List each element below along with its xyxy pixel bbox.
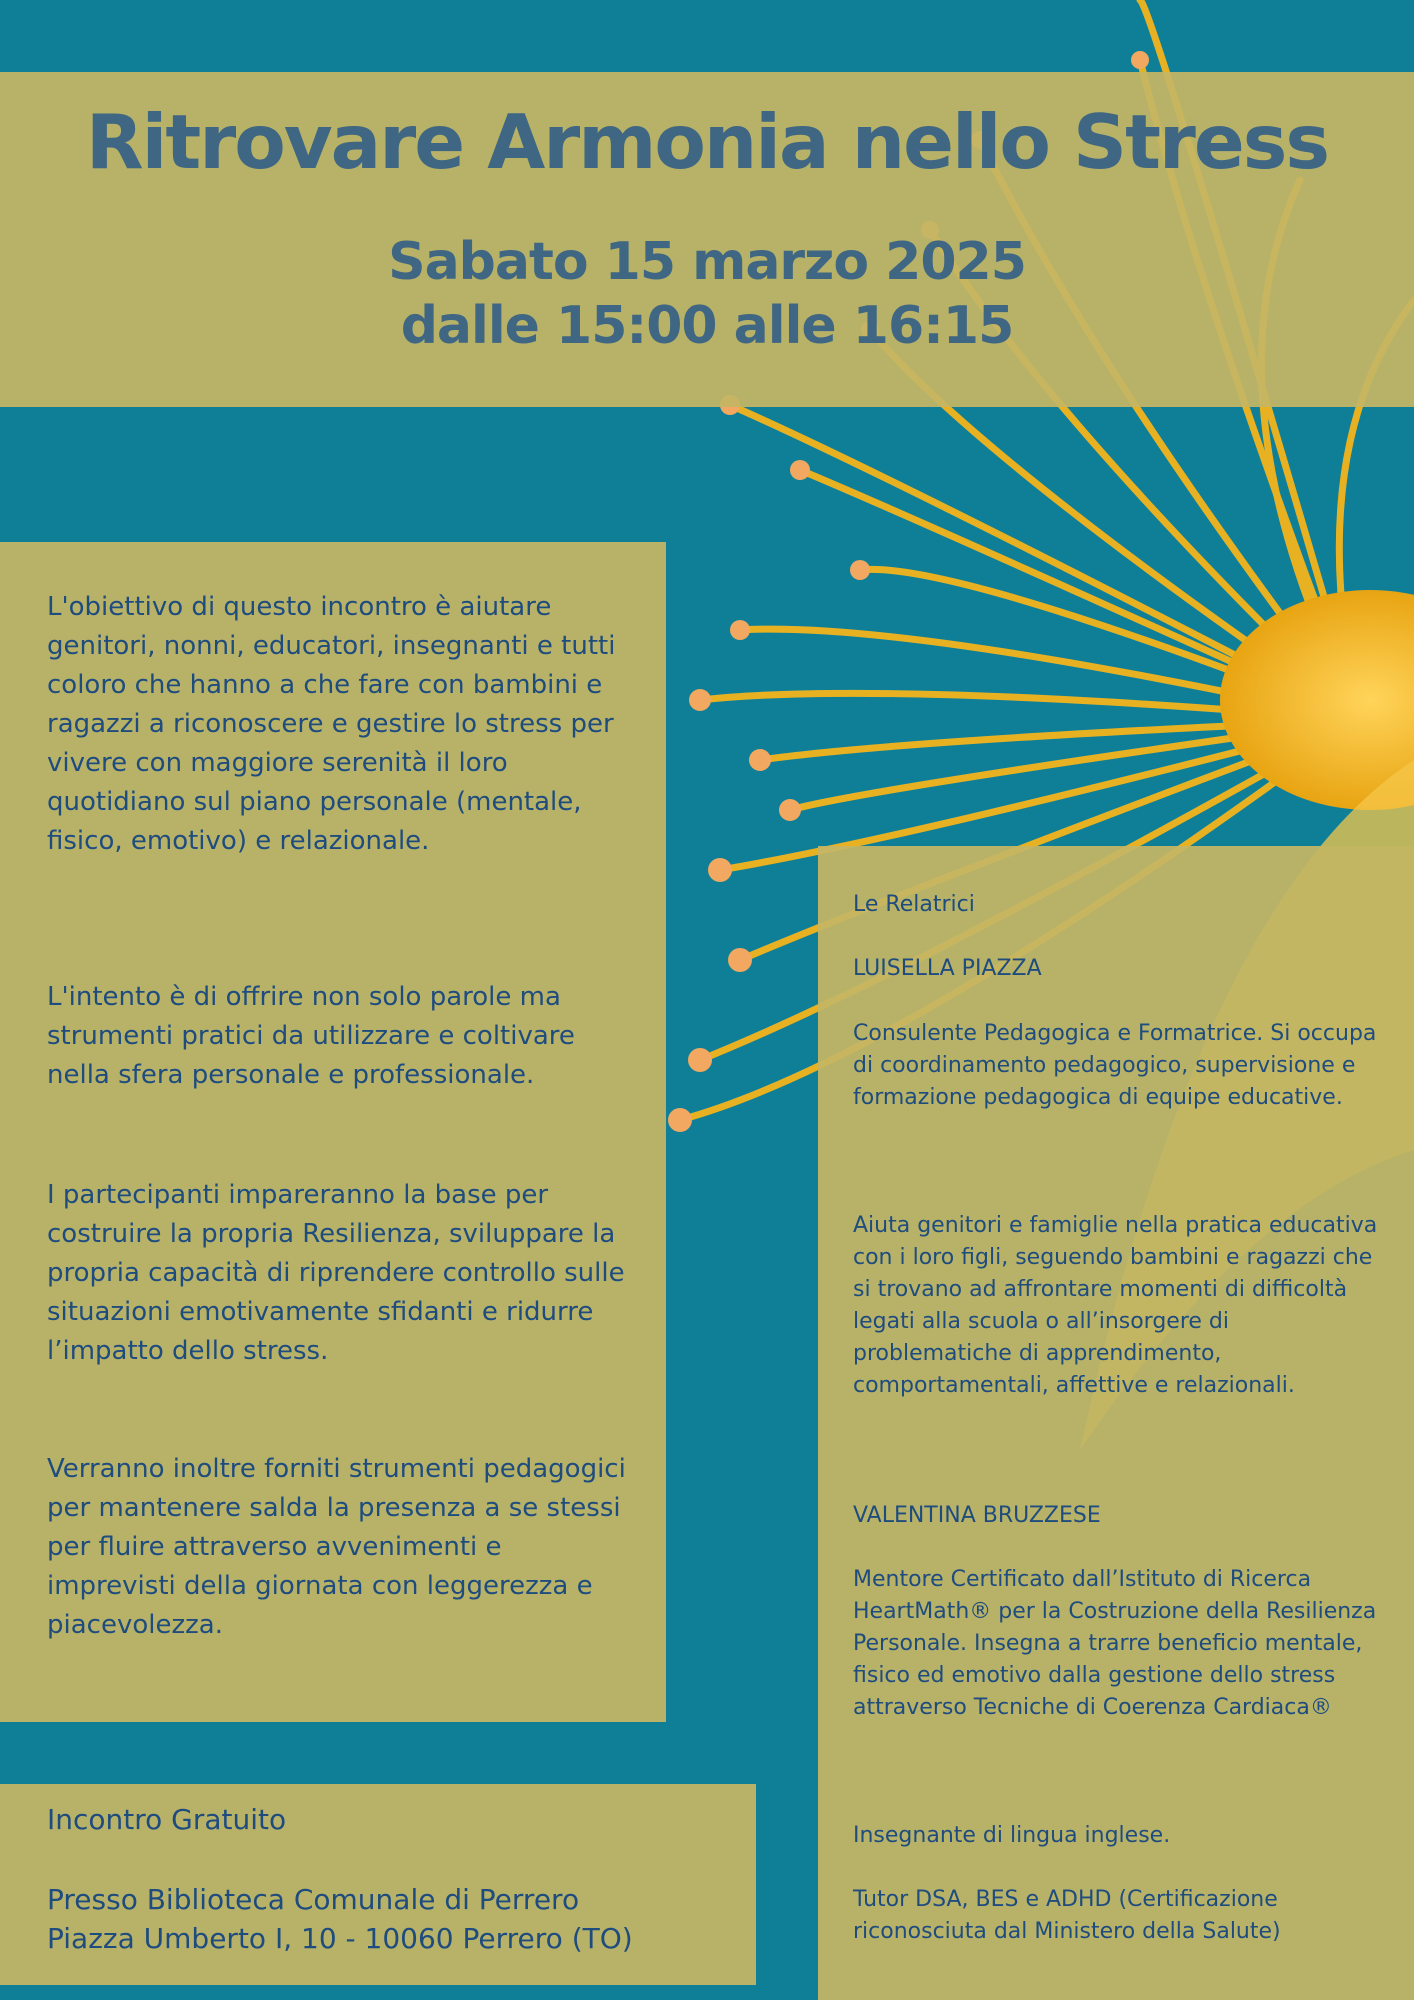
speaker-1-name: LUISELLA PIAZZA — [853, 956, 1042, 981]
description-paragraph-2: L'intento è di offrire non solo parole ma strumenti pratici da utilizzare e coltivare nella sfera personale e professionale. — [47, 982, 575, 1090]
description-paragraph-3: I partecipanti impareranno la base per costruire la propria Resilienza, sviluppare la propria capacità di riprendere controllo sulle situazioni emotivamente sfidanti e ridurre l’impatto dello stress. — [47, 1180, 625, 1366]
event-date: Sabato 15 marzo 2025 — [388, 232, 1026, 292]
event-price: Incontro Gratuito — [47, 1803, 287, 1836]
venue-address: Piazza Umberto I, 10 - 10060 Perrero (TO) — [47, 1922, 633, 1955]
speakers-heading: Le Relatrici — [853, 892, 975, 917]
speaker-1-bio-2: Aiuta genitori e famiglie nella pratica educativa con i loro figli, seguendo bambini e ragazzi che si trovano ad affrontare momenti di difficoltà legati alla scuola o all’insorgere di problematiche di apprendimento, comportamentali, affettive e relazionali. — [853, 1213, 1378, 1398]
venue-name: Presso Biblioteca Comunale di Perrero — [47, 1883, 580, 1916]
speaker-2-name: VALENTINA BRUZZESE — [853, 1503, 1101, 1528]
speaker-2-bio-2: Insegnante di lingua inglese. — [853, 1823, 1171, 1848]
event-title: Ritrovare Armonia nello Stress — [85, 98, 1329, 186]
event-time: dalle 15:00 alle 16:15 — [400, 296, 1014, 356]
speaker-2-bio-3: Tutor DSA, BES e ADHD (Certificazione riconosciuta dal Ministero della Salute) — [853, 1887, 1281, 1944]
speaker-2-bio-1: Mentore Certificato dall’Istituto di Ricerca HeartMath® per la Costruzione della Resilienza Personale. Insegna a trarre beneficio mentale, fisico ed emotivo dalla gestione dello stress attraverso Tecniche di Coerenza Cardiaca® — [853, 1567, 1377, 1720]
description-paragraph-1: L'obiettivo di questo incontro è aiutare genitori, nonni, educatori, insegnanti e tutti coloro che hanno a che fare con bambini e ragazzi a riconoscere e gestire lo stress per vivere con maggiore serenità il loro quotidiano sul piano personale (mentale, fisico, emotivo) e relazionale. — [47, 592, 616, 856]
event-location — [47, 1880, 747, 1958]
description-paragraph-4: Verranno inoltre forniti strumenti pedagogici per mantenere salda la presenza a se stessi per fluire attraverso avvenimenti e imprevisti della giornata con leggerezza e piacevolezza. — [47, 1454, 626, 1640]
speaker-1-bio-1: Consulente Pedagogica e Formatrice. Si occupa di coordinamento pedagogico, supervisione e formazione pedagogica di equipe educative. — [853, 1021, 1377, 1110]
